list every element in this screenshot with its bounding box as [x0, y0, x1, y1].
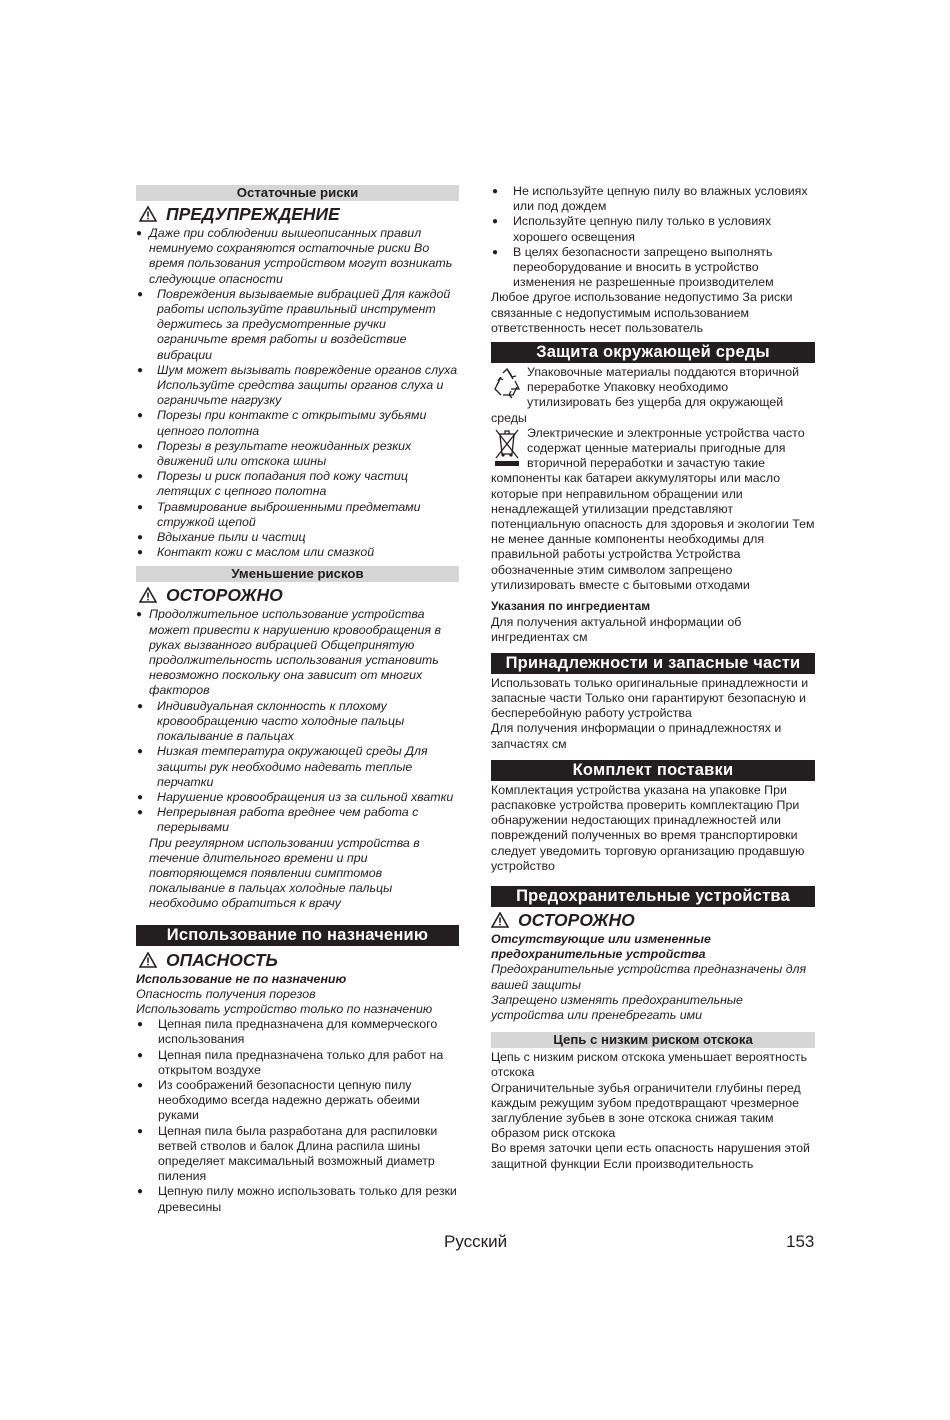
list-item: ● Цепная пила предназначена для коммерческого использования — [136, 1017, 459, 1047]
residual-intro: ● Даже при соблюдении вышеописанных правил неминуемо сохраняются остаточные риски Во время пользования устройством могут возникать следующие опасности — [136, 226, 459, 287]
danger-label: ОПАСНОСТЬ — [166, 949, 278, 970]
caution-heading — [139, 584, 459, 606]
ingredients-text: Для получения актуальной информации об ингредиентах см — [491, 615, 742, 645]
list-item: ● Травмирование выброшенными предметами стружкой щепой — [136, 500, 459, 530]
chain-text-2: Ограничительные зубья ограничители глубины перед каждым режущим зубом предотвращают чрезмерное заглубление зубьев в зоне отскока снижая таким образом риск отскока — [491, 1080, 801, 1141]
weee-text: Электрические и электронные устройства часто содержат ценные материалы пригодные для вторичной переработки и зачастую такие компоненты как батареи аккумуляторы или масло которые при неправильном обращении или ненадлежащей утилизации представляют потенциальную опасность для здоровья и экологии Тем не менее данные компоненты необходимы для правильной работы устройства Устройства обозначенные этим символом запрещено утилизировать вместе с бытовыми отходами — [491, 425, 815, 592]
chain-text-3: Во время заточки цепи есть опасность нарушения этой защитной функции Если производительность — [491, 1141, 810, 1171]
list-item: ● Контакт кожи с маслом или смазкой — [136, 545, 459, 560]
section-title-safety-devices: Предохранительные устройства — [491, 886, 815, 907]
ingredients-heading: Указания по ингредиентам — [491, 599, 651, 614]
section-title-intended-use: Использование по назначению — [136, 925, 459, 946]
page-number: 153 — [786, 1232, 815, 1251]
caution-heading — [491, 909, 815, 931]
list-item: ● В целях безопасности запрещено выполнять переоборудование и вносить в устройство изменения не разрешенные производителем — [491, 245, 815, 291]
list-item: ● Порезы при контакте с открытыми зубьями цепного полотна — [136, 408, 459, 438]
intended-use-list — [136, 1017, 459, 1215]
warning-triangle-icon — [139, 206, 157, 222]
caution-label: ОСТОРОЖНО — [166, 585, 283, 606]
footer-language: Русский — [444, 1232, 508, 1251]
residual-risks-text — [136, 226, 459, 560]
list-item: ● Индивидуальная склонность к плохому кровообращению часто холодные пальцы покалывание в пальцах — [136, 699, 459, 745]
section-title-delivery: Комплект поставки — [491, 760, 815, 781]
delivery-text: Комплектация устройства указана на упаковке При распаковке устройства проверить комплектацию При обнаружении недостающих принадлежностей или повреждений полученных во время транспортировки следует уведомить торговую организацию продавшую устройство — [491, 782, 805, 873]
reduction-list — [136, 699, 459, 836]
cut-hazard-text: Опасность получения порезов — [136, 986, 316, 1001]
list-item: ● Шум может вызывать повреждение органов слуха Используйте средства защиты органов слуха и ограничьте нагрузку — [136, 363, 459, 409]
section-title-accessories: Принадлежности и запасные части — [491, 653, 815, 674]
recycle-text: Упаковочные материалы поддаются вторичной переработке Упаковку необходимо утилизировать без ущерба для окружающей среды — [491, 365, 800, 425]
section-title-residual-risks: Остаточные риски — [136, 185, 459, 201]
warning-triangle-icon — [139, 587, 157, 603]
crossed-bin-icon — [491, 428, 523, 462]
section-title-environment: Защита окружающей среды — [491, 342, 815, 363]
list-item: ● Нарушение кровообращения из за сильной хватки — [136, 790, 459, 805]
warning-heading — [139, 203, 459, 225]
warning-label: ПРЕДУПРЕЖДЕНИЕ — [166, 204, 340, 224]
reduction-intro: ● Продолжительное использование устройства может привести к нарушению кровообращения в руках вызванного вибрацией Общепринятую продолжительность использования установить невозможно поскольку она зависит от многих факторов — [136, 607, 459, 698]
risk-reduction-text — [136, 607, 459, 911]
list-item: ● Порезы в результате неожиданных резких движений или отскока шины — [136, 439, 459, 469]
accessories-text-2: Для получения информации о принадлежностях и запчастях см — [491, 721, 782, 751]
left-column — [136, 184, 459, 1215]
usage-list — [491, 184, 815, 290]
list-item: ● Повреждения вызываемые вибрацией Для каждой работы используйте правильный инструмент держитесь за предусмотренные ручки ограничьте время работы и воздействие вибрации — [136, 287, 459, 363]
list-item: ● Порезы и риск попадания под кожу частиц летящих с цепного полотна — [136, 469, 459, 499]
chain-text-1: Цепь с низким риском отскока уменьшает вероятность отскока — [491, 1050, 808, 1080]
list-item: ● Не используйте цепную пилу во влажных условиях или под дождем — [491, 184, 815, 214]
safety-text-2: Запрещено изменять предохранительные устройства или пренебрегать ими — [491, 992, 743, 1022]
warning-triangle-icon — [491, 912, 509, 928]
residual-risk-list — [136, 287, 459, 561]
safety-subheading: Отсутствующие или измененные предохранительные устройства — [491, 931, 711, 962]
section-title-risk-reduction: Уменьшение рисков — [136, 566, 459, 582]
danger-heading — [139, 949, 459, 971]
accessories-text-1: Использовать только оригинальные принадлежности и запасные части Только они гарантируют безопасную и бесперебойную работу устройства — [491, 675, 809, 721]
misuse-subheading: Использование не по назначению — [136, 971, 347, 986]
list-item: ● Низкая температура окружающей среды Для защиты рук необходимо надевать теплые перчатки — [136, 744, 459, 790]
warning-triangle-icon — [139, 952, 157, 968]
reduction-outro: При регулярном использовании устройства в течение длительного времени и при повторяющемся появлении симптомов покалывание в пальцах холодные пальцы необходимо обратиться к врачу — [149, 835, 420, 911]
list-item: ● Цепная пила предназначена только для работ на открытом воздухе — [136, 1048, 459, 1078]
caution-label: ОСТОРОЖНО — [518, 909, 635, 930]
recycling-block — [491, 365, 815, 426]
section-title-low-kickback-chain: Цепь с низким риском отскока — [491, 1032, 815, 1048]
list-item: ● Цепную пилу можно использовать только для резки древесины — [136, 1184, 459, 1214]
list-item: ● Используйте цепную пилу только в условиях хорошего освещения — [491, 214, 815, 244]
usage-closing-text: Любое другое использование недопустимо За риски связанные с недопустимым использованием ответственность несет пользователь — [491, 290, 793, 335]
list-item: ● Вдыхание пыли и частиц — [136, 530, 459, 545]
list-item: ● Из соображений безопасности цепную пилу необходимо всегда надежно держать обеими руками — [136, 1078, 459, 1124]
list-item: ● Непрерывная работа вреднее чем работа с перерывами — [136, 805, 459, 835]
recycle-icon — [491, 367, 523, 401]
list-item: ● Цепная пила была разработана для распиловки ветвей стволов и балок Длина распила шины определяет максимальный возможный диаметр пиления — [136, 1124, 459, 1185]
use-as-intended-text: Использовать устройство только по назначению — [136, 1001, 433, 1016]
weee-block — [491, 426, 815, 593]
safety-text-1: Предохранительные устройства предназначены для вашей защиты — [491, 962, 807, 992]
right-column — [491, 184, 815, 1172]
